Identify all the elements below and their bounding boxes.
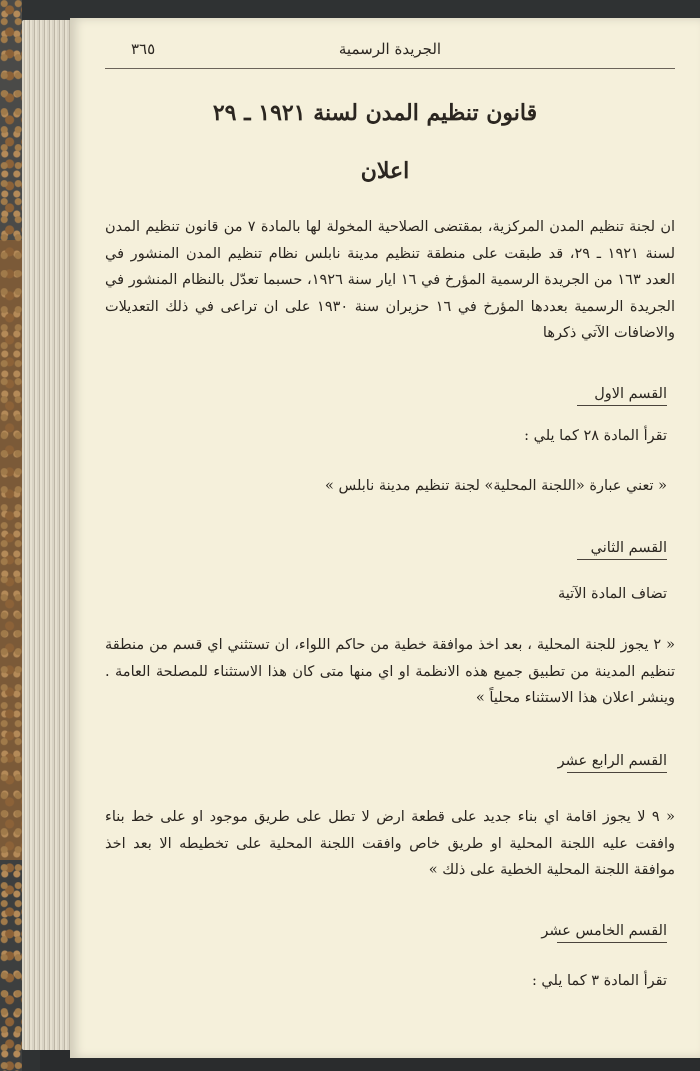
page-header <box>105 40 675 69</box>
running-head: الجريدة الرسمية <box>338 40 442 58</box>
law-title: قانون تنظيم المدن لسنة ١٩٢١ ـ ٢٩ <box>212 100 538 126</box>
announcement-heading: اعلان <box>360 158 410 184</box>
section-14-title: القسم الرابع عشر <box>567 753 667 773</box>
section-2-title: القسم الثاني <box>577 540 667 560</box>
page-number: ٣٦٥ <box>131 40 156 58</box>
book-spine <box>0 0 22 1071</box>
section-2-quote: « ٢ يجوز للجنة المحلية ، بعد اخذ موافقة خطية من حاكم اللواء، ان تستثني اي قسم من منطقة تنظيم المدينة من تطبيق جميع هذه الانظمة او اي منها متى كان هذا الاستثناء للمصلحة العامة . وينشر اعلان هذا الاستثناء محلياً » <box>105 637 675 706</box>
section-14-quote: « ٩ لا يجوز اقامة اي بناء جديد على قطعة ارض لا تطل على طريق موجود او على خط بناء وافقت عليه اللجنة المحلية او طريق خاص وافقت اللجنة المحلية على تخطيطه الا بعد اخذ موافقة اللجنة المحلية الخطية على ذلك » <box>105 809 676 878</box>
intro-paragraph: ان لجنة تنظيم المدن المركزية، بمقتضى الصلاحية المخولة لها بالمادة ٧ من قانون تنظيم المدن لسنة ١٩٢١ ـ ٢٩، قد طبقت على منطقة تنظيم مدينة نابلس نظام تنظيم المدن المنشور في العدد ١٦٣ من الجريدة الرسمية المؤرخ في ١٦ ايار سنة ١٩٢٦، حسبما تعدّل بالنظام المنشور في الجريدة الرسمية بعددها المؤرخ في ١٦ حزيران سنة ١٩٣٠ على ان تراعى في ذلك التعديلات والاضافات الآتي ذكرها <box>105 219 676 341</box>
section-15-title: القسم الخامس عشر <box>557 923 667 943</box>
page-edges <box>22 20 74 1050</box>
section-1-quote: « تعني عبارة «اللجنة المحلية» لجنة تنظيم مدينة نابلس » <box>325 478 667 494</box>
section-2-lead: تضاف المادة الآتية <box>557 586 667 602</box>
section-15-lead: تقرأ المادة ٣ كما يلي : <box>531 973 667 989</box>
document-page <box>70 18 700 1058</box>
section-1-lead: تقرأ المادة ٢٨ كما يلي : <box>524 428 667 444</box>
section-1-title: القسم الاول <box>577 386 667 406</box>
